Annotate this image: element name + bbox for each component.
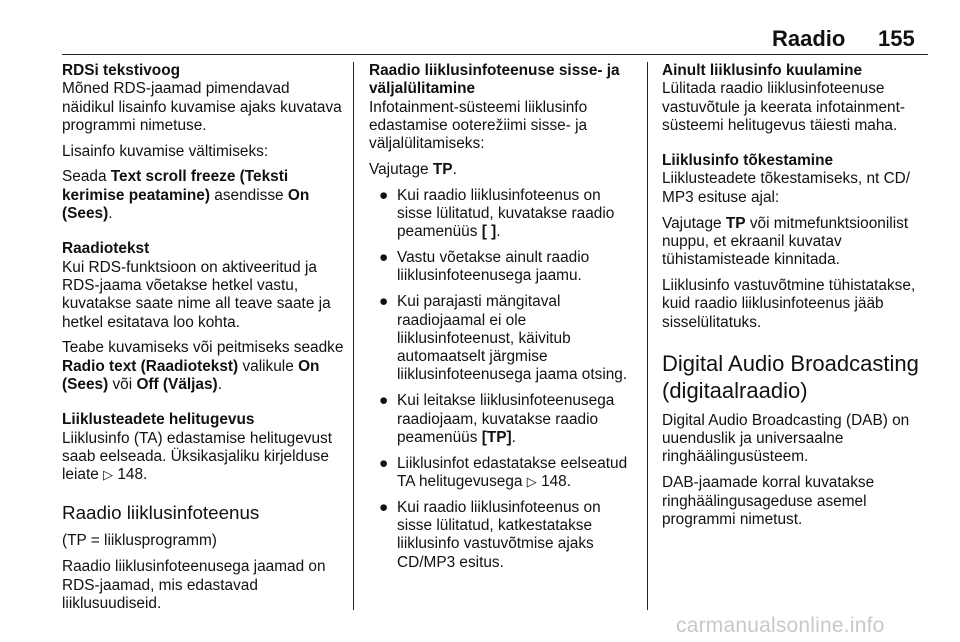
column-3: [662, 62, 932, 537]
text: Vastu võetakse ainult raadio liiklusinfoteenusega jaamu.: [397, 249, 590, 285]
text: .: [496, 223, 501, 241]
watermark: carmanualsonline.info: [676, 614, 885, 637]
bullet-icon: ●: [379, 249, 389, 267]
paragraph: Infotainment-süsteemi liiklusinfo edastamise ooterežiimi sisse- ja väljalülitamiseks:: [369, 98, 588, 153]
text: .: [511, 428, 516, 446]
list-item: [369, 499, 637, 572]
heading-traffic-service: Raadio liiklusinfoteenus: [62, 502, 260, 524]
bullet-icon: ●: [379, 392, 389, 410]
list-item: [369, 455, 637, 492]
bullet-icon: ●: [379, 454, 389, 472]
menu-option: On (Sees): [62, 186, 310, 223]
column-1: [62, 62, 344, 621]
text: Teabe kuvamiseks või peitmiseks seadke: [62, 339, 344, 357]
display-indicator: [TP]: [481, 428, 512, 446]
bullet-list: [369, 187, 637, 572]
text: Liiklusinfot edastatakse eelseatud TA helitugevusega: [397, 454, 628, 490]
paragraph: [62, 339, 344, 394]
bullet-icon: ●: [379, 186, 389, 204]
list-item: [369, 392, 637, 447]
paragraph: Liiklusinfo vastuvõtmine tühistatakse, kuid raadio liiklusinfoteenus jääb sisselülitatuks.: [662, 276, 916, 331]
paragraph: [662, 215, 932, 270]
list-item: [369, 249, 637, 286]
arrow-ref-icon: ▷: [103, 467, 114, 483]
menu-option: Radio text (Raadiotekst): [62, 357, 239, 375]
list-item: [369, 187, 637, 242]
paragraph: [369, 161, 637, 179]
text: Liiklusinfo (TA) edastamise helitugevust saab eelseada. Üksikasjaliku kirjelduse leiate: [62, 429, 333, 484]
text: Kui leitakse liiklusinfoteenusega raadiojaam, kuvatakse raadio peamenüüs: [397, 392, 615, 446]
arrow-ref-icon: ▷: [526, 473, 537, 489]
paragraph: DAB-jaamade korral kuvatakse ringhäälingusageduse asemel programmi nimetust.: [662, 474, 875, 528]
paragraph: [62, 168, 344, 223]
heading-dab: Digital Audio Broadcasting (digitaalraadio): [662, 350, 919, 403]
text: või: [108, 375, 137, 393]
display-indicator: [ ]: [481, 223, 497, 241]
bullet-icon: ●: [379, 498, 389, 516]
paragraph: Lisainfo kuvamise vältimiseks:: [62, 142, 269, 160]
page-reference[interactable]: 148.: [541, 472, 572, 490]
header-rule: [62, 54, 928, 55]
text: Vajutage: [369, 160, 433, 178]
paragraph: Mõned RDS-jaamad pimendavad näidikul lisainfo kuvamise ajaks kuvatava programmi nimetuse.: [62, 80, 342, 134]
button-label: TP: [432, 160, 453, 178]
text: .: [108, 205, 113, 223]
paragraph: Raadio liiklusinfoteenusega jaamad on RDS-jaamad, mis edastavad liiklusuudiseid.: [62, 558, 326, 612]
page-reference[interactable]: 148.: [117, 466, 148, 484]
heading-rds-text-stream: RDSi tekstivoog: [62, 62, 181, 79]
text: Kui raadio liiklusinfoteenus on sisse lülitatud, kuvatakse raadio peamenüüs: [397, 186, 615, 241]
menu-option: Text scroll freeze (Teksti kerimise peatamine): [62, 168, 289, 204]
heading-traffic-volume: Liiklusteadete helitugevus: [62, 411, 255, 429]
column-2: [369, 62, 637, 579]
heading-toggle-traffic: Raadio liiklusinfoteenuse sisse- ja väljalülitamine: [369, 62, 620, 98]
button-label: TP: [725, 214, 746, 232]
column-divider-1: [353, 62, 354, 610]
list-item: [369, 293, 637, 384]
paragraph: Digital Audio Broadcasting (DAB) on uuenduslik ja universaalne ringhäälingusüsteem.: [662, 411, 910, 466]
text: .: [452, 160, 457, 178]
paragraph: (TP = liiklusprogramm): [62, 532, 217, 550]
text: valikule: [238, 357, 299, 375]
page-header-section: Raadio: [772, 26, 846, 51]
menu-option: Off (Väljas): [136, 375, 218, 393]
text: Vajutage: [662, 214, 726, 232]
paragraph: Kui RDS-funktsioon on aktiveeritud ja RDS-jaama võetakse hetkel vastu, kuvatakse saate nime all teave saate ja hetkel esitatava loo kohta.: [62, 258, 331, 331]
text: Seada: [62, 168, 111, 186]
paragraph: [62, 430, 344, 485]
bullet-icon: ●: [379, 293, 389, 311]
heading-block-traffic: Liiklusinfo tõkestamine: [662, 152, 834, 170]
text: või mitmefunktsioonilist nuppu, et ekraanil kuvatav tühistamisteade kinnitada.: [662, 214, 909, 269]
column-divider-2: [647, 62, 648, 610]
text: Kui raadio liiklusinfoteenus on sisse lülitatud, katkestatakse liiklusinfo vastuvõtmise ajaks CD/MP3 esitus.: [397, 498, 601, 571]
menu-option: On (Sees): [62, 357, 320, 393]
text: asendisse: [210, 186, 288, 204]
text: .: [217, 375, 222, 393]
page-number: 155: [878, 26, 915, 51]
text: Kui parajasti mängitaval raadiojaamal ei ole liiklusinfoteenust, käivitub automaatselt järgmise liiklusinfoteenusega jaama otsing.: [397, 293, 628, 384]
heading-traffic-only: Ainult liiklusinfo kuulamine: [662, 62, 863, 79]
paragraph: Lülitada raadio liiklusinfoteenuse vastuvõtule ja keerata infotainment-süsteemi helitugevus täiesti maha.: [662, 80, 905, 134]
heading-radiotext: Raadiotekst: [62, 240, 150, 258]
paragraph: Liiklusteadete tõkestamiseks, nt CD/ MP3 esituse ajal:: [662, 170, 911, 206]
